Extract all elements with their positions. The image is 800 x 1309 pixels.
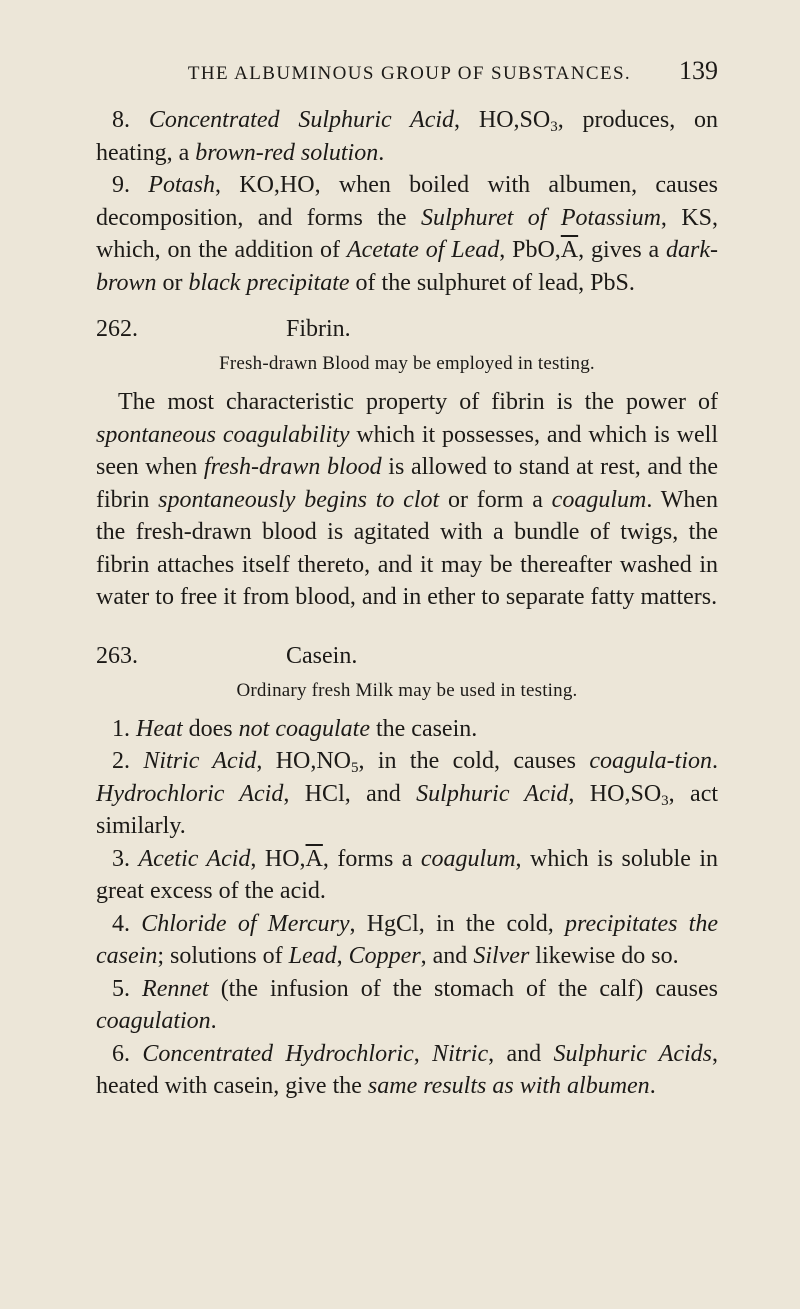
text: likewise do so. bbox=[529, 943, 679, 969]
text: , in the cold, causes bbox=[358, 748, 590, 774]
reagent-name: Nitric bbox=[432, 1040, 489, 1067]
formula: , HO,SO bbox=[568, 780, 662, 807]
reagent-name: Sulphuric Acids bbox=[553, 1040, 713, 1067]
text: , produces, on heating, a bbox=[96, 107, 719, 166]
emphasis: spontaneous coagulability bbox=[96, 421, 350, 448]
running-header bbox=[96, 56, 718, 86]
section-number: 263. bbox=[96, 642, 138, 669]
text: . bbox=[712, 748, 718, 774]
result-text: coagulum bbox=[420, 845, 516, 872]
text: . bbox=[649, 1073, 656, 1099]
formula: , HO,NO bbox=[256, 748, 352, 774]
text: , forms a bbox=[322, 845, 421, 872]
text: of the sulphuret of lead, PbS. bbox=[349, 269, 635, 296]
result-text: not coagulate bbox=[238, 715, 370, 742]
reagent-name: Chloride of Mercury bbox=[141, 910, 350, 937]
item-9 bbox=[96, 169, 718, 299]
text: , and bbox=[420, 943, 474, 969]
reagent-name: Potash bbox=[148, 172, 215, 198]
text: . bbox=[378, 139, 385, 166]
result-text: brown-red solution bbox=[195, 139, 379, 166]
item-6 bbox=[96, 1038, 718, 1103]
result-text: coagulation bbox=[96, 1008, 211, 1034]
running-title: THE ALBUMINOUS GROUP OF SUBSTANCES. bbox=[187, 63, 632, 84]
subscript: 3 bbox=[550, 119, 558, 135]
section-heading-262 bbox=[96, 316, 718, 343]
reagent-name: Nitric Acid bbox=[143, 748, 257, 774]
text: , HgCl, in the cold, bbox=[349, 910, 566, 937]
item-number: 1. bbox=[112, 715, 136, 742]
item-number: 4. bbox=[112, 910, 142, 937]
text: , bbox=[336, 943, 349, 969]
formula: , HO, bbox=[250, 845, 306, 872]
text: , which is soluble in great excess of the acid. bbox=[96, 845, 718, 904]
compound-name: Sulphuret of Potassium bbox=[420, 204, 661, 231]
formula: , HO,SO bbox=[454, 107, 551, 133]
item-4 bbox=[96, 908, 718, 973]
item-8 bbox=[96, 104, 718, 169]
section-subtitle: Ordinary fresh Milk may be used in testing. bbox=[236, 679, 578, 701]
emphasis: spontaneously begins to clot bbox=[158, 486, 440, 513]
section-heading-263 bbox=[96, 643, 718, 670]
text: , and bbox=[488, 1040, 554, 1067]
item-1 bbox=[96, 713, 718, 746]
text: (the infusion of the stomach of the calf) causes bbox=[208, 975, 719, 1002]
item-number: 6. bbox=[112, 1040, 143, 1067]
result-text: dark-brown bbox=[96, 237, 719, 296]
text: The most characteristic property of fibrin is the power of bbox=[118, 389, 718, 415]
section-title: Casein. bbox=[286, 642, 358, 669]
item-number: 9. bbox=[112, 172, 149, 198]
text: , KS, which, on the addition of bbox=[96, 204, 719, 263]
item-number: 5. bbox=[112, 975, 143, 1002]
text: , bbox=[413, 1040, 433, 1067]
item-number: 2. bbox=[112, 748, 144, 774]
reagent-name: Lead bbox=[288, 943, 337, 969]
reagent-name: Heat bbox=[136, 715, 183, 742]
subscript: 5 bbox=[351, 760, 359, 776]
reagent-name: Silver bbox=[473, 943, 530, 969]
result-text: precipitates the casein bbox=[96, 910, 718, 969]
section-title: Fibrin. bbox=[286, 316, 351, 342]
emphasis: coagulum bbox=[551, 486, 647, 513]
overlined-symbol: $\overline{A}$ bbox=[305, 845, 323, 872]
text: , KO,HO, when boiled with albumen, causes decomposition, and forms the bbox=[96, 172, 718, 231]
text: . When the fresh-drawn blood is agitated with a bundle of twigs, the fibrin attaches itself thereto, and it may be thereafter washed in water to free it from blood, and in ether to separate fatty matters. bbox=[96, 486, 718, 610]
text: the casein. bbox=[369, 715, 478, 742]
text: or form a bbox=[439, 486, 552, 513]
item-number: 3. bbox=[112, 845, 139, 872]
text: , gives a bbox=[578, 237, 667, 263]
text: ; solutions of bbox=[157, 943, 289, 969]
reagent-name: Copper bbox=[348, 943, 421, 969]
item-3 bbox=[96, 843, 718, 908]
text: or bbox=[156, 269, 189, 296]
text: , act similarly. bbox=[96, 780, 719, 839]
reagent-name: Hydrochloric Acid bbox=[96, 780, 284, 807]
reagent-name: Concentrated Hydrochloric bbox=[142, 1040, 414, 1067]
text: . bbox=[210, 1008, 217, 1034]
result-text: black precipitate bbox=[188, 269, 350, 296]
reagent-name: Sulphuric Acid bbox=[416, 780, 569, 807]
subscript: 3 bbox=[661, 792, 669, 809]
text: which it possesses, and which is well seen when bbox=[96, 421, 718, 480]
text: is allowed to stand at rest, and the fibrin bbox=[96, 454, 718, 513]
text: , HCl, and bbox=[283, 780, 417, 807]
page-number: 139 bbox=[679, 56, 718, 85]
result-text: same results as with albumen bbox=[367, 1073, 650, 1099]
formula: , PbO, bbox=[499, 237, 561, 263]
section-subtitle: Fresh-drawn Blood may be employed in testing. bbox=[219, 353, 595, 374]
reagent-name: Rennet bbox=[142, 975, 209, 1002]
item-2 bbox=[96, 745, 718, 843]
item-5 bbox=[96, 973, 718, 1038]
reagent-name: Concentrated Sulphuric Acid bbox=[148, 107, 455, 133]
text: , heated with casein, give the bbox=[96, 1040, 719, 1099]
result-text: coagula-tion bbox=[589, 748, 712, 774]
compound-name: Acetate of Lead bbox=[346, 237, 500, 263]
reagent-name: Acetic Acid bbox=[138, 845, 251, 872]
overlined-symbol: $\overline{A}$ bbox=[560, 237, 579, 263]
fibrin-paragraph bbox=[96, 386, 718, 614]
emphasis: fresh-drawn blood bbox=[203, 454, 382, 480]
text: does bbox=[182, 715, 239, 742]
section-number: 262. bbox=[96, 316, 138, 342]
item-number: 8. bbox=[112, 107, 149, 133]
